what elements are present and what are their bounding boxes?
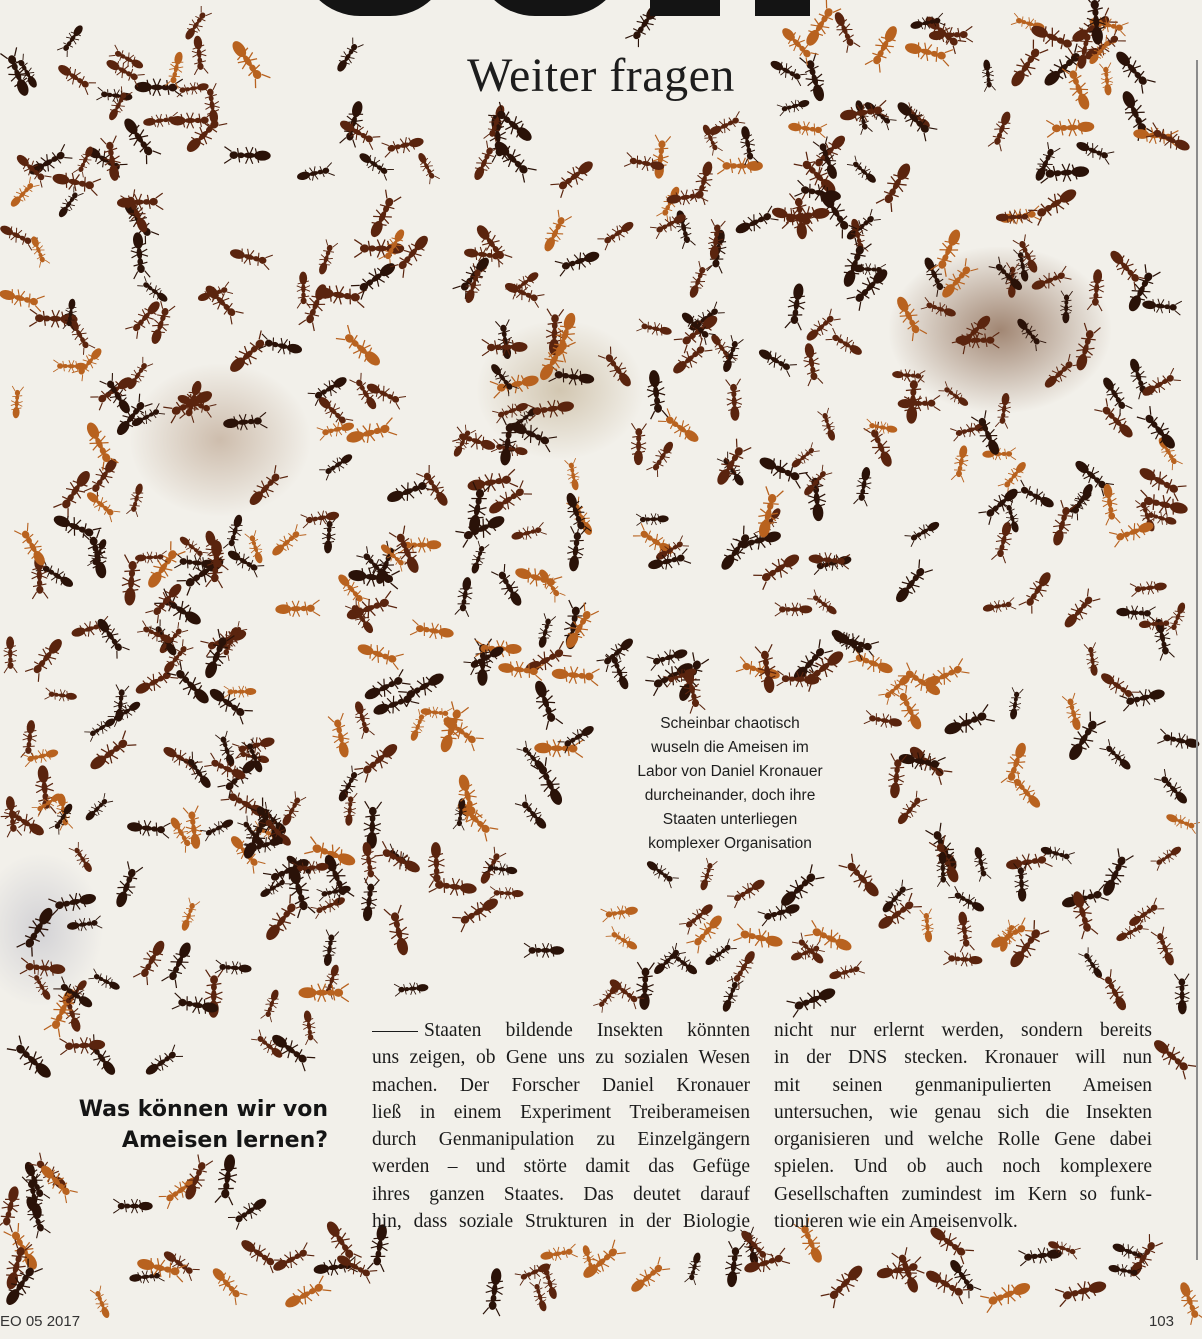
ant-shape	[733, 924, 784, 952]
ant-shape	[44, 688, 77, 703]
ant-shape	[1106, 246, 1148, 290]
ant-shape	[135, 551, 168, 564]
article-line	[372, 1017, 750, 1044]
ant-shape	[530, 678, 563, 730]
ant-shape	[755, 644, 779, 694]
ant-shape	[726, 379, 743, 421]
ant-shape	[674, 310, 722, 353]
issue-label: EO 05 2017	[0, 1313, 81, 1330]
ant-shape	[807, 590, 839, 618]
ant-shape	[259, 334, 304, 358]
ant-shape	[685, 1251, 704, 1285]
ant-shape	[706, 111, 745, 139]
ant-shape	[53, 467, 95, 518]
ant-shape	[245, 530, 266, 565]
ant-shape	[941, 704, 994, 740]
ant-shape	[1137, 406, 1180, 453]
ant-shape	[296, 163, 335, 184]
ant-shape	[1013, 234, 1042, 275]
ant-shape	[1013, 315, 1046, 351]
ant-shape	[627, 1257, 670, 1297]
ant-shape	[223, 412, 268, 431]
ant-shape	[733, 206, 779, 238]
ant-shape	[55, 187, 83, 221]
ant-shape	[14, 523, 50, 569]
ant-shape	[126, 482, 146, 517]
ant-shape	[792, 933, 827, 968]
ant-shape	[363, 801, 382, 849]
em-dash-rule	[372, 1031, 418, 1032]
ant-shape	[508, 417, 557, 452]
ant-shape	[1046, 118, 1094, 138]
ant-shape	[727, 948, 759, 989]
ant-shape	[864, 710, 903, 730]
ant-shape	[898, 395, 941, 411]
ant-shape	[1126, 898, 1164, 930]
large-title-fragment	[300, 0, 820, 16]
ant-shape	[1099, 739, 1134, 773]
ant-shape	[88, 969, 122, 994]
ant-shape	[495, 319, 514, 360]
question-line: Ameisen lernen?	[121, 1128, 328, 1153]
ant-shape	[535, 566, 565, 602]
ant-shape	[1041, 354, 1080, 392]
ant-shape	[982, 448, 1016, 461]
ant-shape	[787, 983, 839, 1017]
ant-shape	[1028, 184, 1080, 226]
ant-shape	[90, 1286, 113, 1320]
ant-shape	[920, 909, 935, 943]
ant-shape	[359, 878, 379, 922]
ant-shape	[636, 962, 655, 1010]
ant-shape	[245, 465, 288, 510]
ant-shape	[180, 1154, 213, 1202]
ant-shape	[540, 210, 572, 254]
ant-shape	[319, 450, 355, 480]
ant-shape	[1063, 712, 1105, 765]
ant-shape	[113, 1199, 152, 1213]
ant-shape	[565, 526, 586, 572]
article-line: durch Genmanipulation zu Einzelgängern	[372, 1129, 750, 1151]
ant-shape	[384, 905, 413, 957]
ant-shape	[178, 898, 200, 933]
ant-shape	[375, 841, 424, 877]
ant-shape	[1166, 601, 1189, 636]
ant-shape	[86, 731, 137, 775]
ant-shape	[597, 218, 636, 251]
ant-shape	[938, 381, 971, 409]
article-column-1	[372, 1017, 750, 1235]
ant-shape	[988, 109, 1015, 151]
ant-shape	[706, 219, 725, 260]
article-line: untersuchen, wie genau sich die Insekten	[774, 1101, 1152, 1123]
ant-shape	[83, 488, 120, 522]
ant-shape	[223, 513, 246, 552]
ant-shape	[48, 889, 97, 915]
ant-shape	[787, 119, 827, 137]
ant-shape	[321, 516, 337, 553]
ant-shape	[876, 160, 916, 212]
ant-shape	[36, 1161, 77, 1203]
ant-shape	[848, 648, 895, 679]
ant-shape	[1084, 642, 1101, 676]
ant-shape	[644, 857, 679, 888]
ant-shape	[133, 937, 169, 985]
ant-shape	[686, 911, 726, 953]
ant-shape	[893, 97, 938, 141]
ant-shape	[466, 469, 518, 495]
ant-shape	[1060, 589, 1100, 632]
ant-shape	[1164, 810, 1200, 833]
ant-shape	[142, 1045, 183, 1080]
ant-shape	[1174, 974, 1189, 1015]
ant-shape	[7, 177, 39, 211]
article-line: tionieren wie ein Ameisenvolk.	[774, 1211, 1018, 1233]
ant-shape	[21, 719, 39, 758]
ant-shape	[1136, 462, 1187, 501]
ant-shape	[137, 276, 170, 305]
ant-shape	[101, 136, 124, 182]
ant-shape	[301, 1010, 318, 1045]
ant-shape	[1139, 368, 1181, 400]
ant-shape	[921, 297, 958, 320]
ant-shape	[129, 1269, 165, 1285]
ant-shape	[69, 842, 96, 875]
article-line: ihres ganzen Staates. Das deutet darauf	[372, 1183, 750, 1205]
caption-line: wuseln die Ameisen im	[651, 739, 809, 756]
ant-shape	[636, 319, 673, 338]
ant-shape	[160, 1247, 199, 1281]
ant-shape	[843, 209, 881, 244]
article-line: machen. Der Forscher Daniel Kronauer	[372, 1074, 750, 1096]
ant-shape	[651, 135, 671, 180]
ant-shape	[854, 466, 874, 506]
ant-shape	[758, 900, 802, 926]
article-line: nicht nur erlernt werden, sondern bereits	[774, 1020, 1152, 1041]
ant-shape	[7, 1036, 56, 1084]
ant-shape	[631, 423, 647, 465]
ant-shape	[93, 615, 130, 659]
ant-shape	[84, 715, 118, 742]
ant-shape	[526, 397, 575, 421]
ant-shape	[201, 281, 244, 324]
ant-shape	[111, 861, 143, 909]
ant-shape	[1060, 884, 1109, 912]
ant-shape	[551, 665, 599, 686]
ant-shape	[645, 369, 668, 419]
ant-shape	[922, 1265, 971, 1304]
ant-shape	[3, 636, 17, 673]
ant-shape	[468, 541, 489, 575]
article-line: werden – und störte damit das Gefüge	[372, 1156, 750, 1178]
ant-shape	[561, 603, 599, 652]
ant-shape	[955, 911, 975, 952]
ant-shape	[268, 524, 306, 559]
article-line: mit seinen genmanipulierten Ameisen	[774, 1074, 1152, 1096]
ant-shape	[20, 958, 66, 978]
ant-shape	[598, 347, 636, 391]
ant-shape	[72, 345, 106, 382]
ant-shape	[0, 1184, 23, 1232]
ant-shape	[1098, 848, 1134, 899]
ant-shape	[347, 566, 399, 589]
ant-shape	[490, 136, 537, 182]
ant-shape	[0, 285, 45, 311]
ant-shape	[351, 700, 375, 739]
ant-shape	[394, 981, 429, 996]
ant-shape	[455, 576, 475, 617]
ant-shape	[1019, 568, 1056, 613]
ant-shape	[450, 425, 476, 459]
ant-shape	[181, 752, 215, 792]
ant-shape	[124, 357, 153, 392]
ant-shape	[455, 510, 507, 547]
ant-shape	[1175, 1280, 1202, 1325]
ant-shape	[1078, 947, 1105, 980]
article-line-text: Staaten bildende Insekten könnten	[424, 1020, 750, 1041]
ant-shape	[321, 930, 339, 967]
caption-line: durcheinander, doch ihre	[644, 787, 816, 804]
ant-shape	[510, 522, 547, 543]
ant-shape	[971, 846, 991, 882]
photo-caption	[596, 712, 864, 856]
ant-shape	[535, 613, 556, 649]
ant-shape	[228, 1194, 270, 1230]
ant-shape	[952, 311, 995, 354]
ant-shape	[1130, 579, 1168, 596]
ant-shape	[483, 1267, 506, 1316]
ant-shape	[808, 551, 850, 569]
ant-shape	[315, 239, 338, 276]
ant-shape	[279, 791, 307, 828]
ant-shape	[308, 372, 350, 405]
ant-shape	[818, 408, 839, 442]
ant-shape	[606, 926, 640, 953]
ant-shape	[224, 686, 257, 698]
ant-shape	[25, 635, 67, 682]
ant-shape	[530, 1279, 550, 1313]
ant-shape	[789, 442, 820, 471]
ant-shape	[838, 238, 871, 290]
ant-shape	[1146, 123, 1193, 156]
question-line: Was können wir von	[78, 1097, 328, 1122]
ant-shape	[200, 816, 235, 842]
ant-shape	[712, 439, 751, 489]
ant-shape	[702, 939, 736, 969]
ant-shape	[785, 282, 808, 330]
ant-shape	[355, 639, 403, 669]
ant-shape	[826, 328, 865, 359]
ant-shape	[539, 1244, 577, 1263]
ant-shape	[0, 221, 38, 250]
ant-shape	[894, 791, 927, 828]
ant-shape	[10, 386, 24, 419]
ant-shape	[228, 245, 273, 270]
ant-shape	[601, 903, 639, 922]
ant-shape	[1116, 605, 1156, 621]
ant-shape	[66, 916, 102, 933]
ant-shape	[142, 112, 179, 129]
ant-shape	[874, 893, 922, 934]
ant-shape	[779, 203, 831, 228]
caption-line: Labor von Daniel Kronauer	[637, 763, 823, 780]
ant-shape	[82, 793, 113, 824]
ant-shape	[756, 452, 808, 488]
ant-shape	[170, 112, 214, 128]
caption-line: komplexer Organisation	[648, 835, 812, 852]
article-line: Gesellschaften zumindest im Kern so funk-	[774, 1183, 1152, 1205]
ant-shape	[208, 1264, 247, 1305]
ant-shape	[1007, 687, 1023, 720]
caption-line: Scheinbar chaotisch	[660, 715, 800, 732]
ant-shape	[298, 984, 348, 1002]
ant-shape	[117, 193, 164, 211]
ant-shape	[801, 342, 823, 386]
ant-shape	[821, 1261, 868, 1309]
ant-shape	[162, 939, 196, 988]
ant-shape	[951, 444, 971, 482]
ant-shape	[51, 169, 101, 196]
ant-shape	[891, 559, 933, 606]
ant-shape	[943, 951, 982, 968]
ant-shape	[756, 345, 797, 377]
ant-shape	[1151, 843, 1184, 871]
ant-shape	[1062, 693, 1084, 732]
ant-shape	[1074, 138, 1114, 165]
ant-shape	[565, 458, 582, 491]
ant-shape	[1060, 291, 1073, 324]
article-column-2	[774, 1017, 1152, 1235]
ant-shape	[313, 1257, 358, 1278]
ant-shape	[830, 9, 860, 52]
section-question	[18, 1094, 328, 1156]
ant-shape	[301, 508, 341, 528]
ant-shape	[336, 325, 385, 371]
ant-shape	[365, 190, 401, 241]
ant-shape	[490, 887, 524, 900]
ant-shape	[275, 600, 320, 618]
ant-shape	[120, 555, 142, 607]
ant-shape	[515, 795, 550, 833]
page-edge-divider	[1196, 60, 1198, 1260]
ant-shape	[1154, 769, 1191, 807]
ant-shape	[1014, 480, 1057, 512]
ant-shape	[17, 904, 59, 957]
ant-shape	[13, 151, 52, 188]
ant-shape	[905, 518, 943, 547]
ant-shape	[83, 530, 111, 581]
ant-shape	[697, 858, 717, 892]
ant-shape	[719, 976, 744, 1014]
ant-shape	[1055, 1276, 1108, 1306]
page-number: 103	[1148, 1313, 1174, 1330]
ant-shape	[828, 961, 865, 983]
ant-shape	[995, 392, 1012, 429]
ant-shape	[892, 293, 927, 341]
ant-shape	[1149, 1035, 1197, 1079]
ant-shape	[454, 773, 482, 823]
ant-shape	[1157, 729, 1201, 752]
ant-shape	[297, 272, 311, 309]
ant-shape	[719, 335, 743, 374]
ant-shape	[382, 134, 426, 158]
ant-shape	[524, 943, 564, 957]
ant-shape	[1100, 483, 1121, 525]
ant-shape	[982, 597, 1016, 614]
ant-shape	[224, 147, 271, 164]
ant-shape	[410, 620, 455, 642]
caption-line: Staaten unterliegen	[662, 811, 798, 828]
article-line: organisieren und welche Rolle Gene dabei	[774, 1129, 1152, 1151]
ant-shape	[126, 818, 170, 838]
ant-shape	[948, 886, 987, 916]
ant-shape	[723, 1241, 745, 1288]
ant-shape	[736, 657, 782, 684]
ant-shape	[775, 603, 812, 616]
article-line: spielen. Und ob auch noch komplexere	[774, 1156, 1152, 1178]
ant-shape	[555, 247, 602, 276]
ant-shape	[261, 988, 283, 1022]
ant-shape	[931, 226, 966, 276]
page-headline: Weiter fragen	[467, 49, 735, 102]
article-line: hin, dass soziale Strukturen in der Biologie	[372, 1211, 750, 1233]
ant-shape	[311, 893, 348, 919]
ant-shape	[270, 1242, 314, 1275]
ant-shape	[865, 419, 898, 436]
ant-shape	[550, 156, 597, 198]
ant-shape	[847, 156, 879, 187]
ant-shape	[215, 1153, 240, 1205]
ant-shape	[354, 739, 401, 783]
ant-shape	[776, 864, 824, 911]
ant-shape	[1142, 297, 1182, 315]
ant-shape	[328, 713, 353, 759]
ant-shape	[1087, 269, 1105, 311]
ant-shape	[727, 875, 768, 908]
ant-shape	[282, 1276, 332, 1313]
article-line: ließ in einem Experiment Treiberameisen	[372, 1101, 750, 1123]
ant-shape	[686, 261, 711, 300]
ant-shape	[1137, 490, 1190, 519]
ant-shape	[646, 439, 677, 477]
ant-shape	[344, 418, 397, 448]
ant-shape	[839, 854, 884, 902]
ant-shape	[1098, 969, 1131, 1013]
ant-shape	[753, 549, 803, 590]
ant-shape	[415, 151, 440, 185]
ant-shape	[452, 893, 502, 932]
ant-shape	[359, 841, 380, 883]
article-line: uns zeigen, ob Gene uns zu sozialen Wesen	[372, 1047, 750, 1069]
ant-shape	[1151, 927, 1178, 968]
ant-shape	[129, 232, 150, 279]
ant-shape	[742, 1248, 790, 1277]
article-line: in der DNS stecken. Kronauer will nun	[774, 1047, 1152, 1069]
ant-shape	[980, 1277, 1033, 1312]
